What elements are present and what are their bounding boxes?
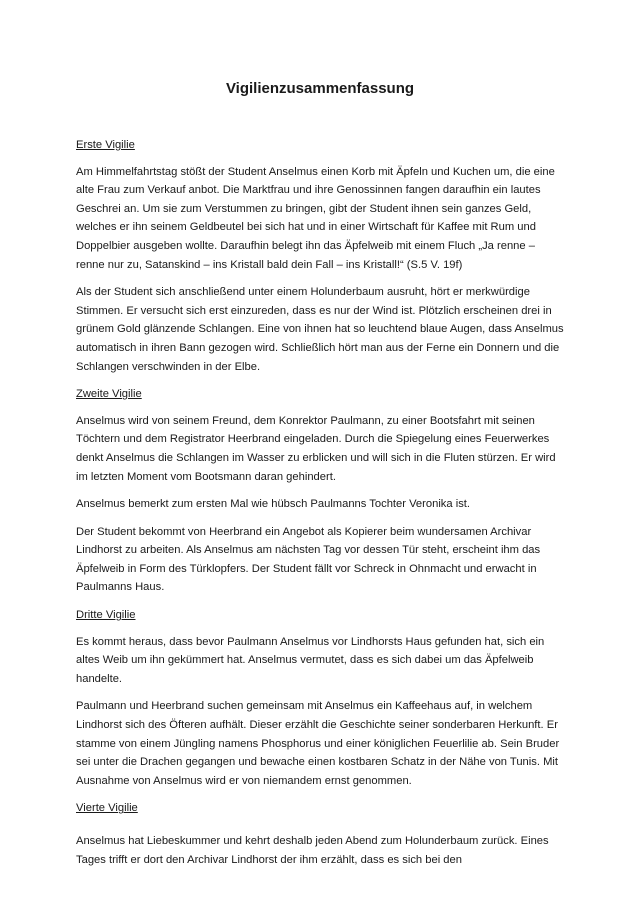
document-body xyxy=(76,136,564,878)
paragraph: Anselmus wird von seinem Freund, dem Konrektor Paulmann, zu einer Bootsfahrt mit seinen Töchtern und dem Registrator Heerbrand eingeladen. Durch die Spiegelung eines Feuerwerkes denkt Anselmus die Schlangen im Wasser zu erblicken und will sich in die Fluten stürzen. Er wird im letzten Moment vom Bootsmann daran gehindert. xyxy=(76,414,556,483)
section-erste-vigilie xyxy=(76,136,564,376)
paragraph: Am Himmelfahrtstag stößt der Student Anselmus einen Korb mit Äpfeln und Kuchen um, die eine alte Frau zum Verkauf anbot. Die Marktfrau und ihre Genossinnen fangen daraufhin ein lautes Geschrei an. Um sie zum Verstummen zu bringen, gibt der Student ihnen sein ganzes Geld, welches er ihn seinem Geldbeutel bei sich hat und in einer Wirtschaft für Kaffee mit Rum und Doppelbier ausgeben wollte. Daraufhin belegt ihn das Äpfelweib mit einem Fluch „Ja renne – renne nur zu, Satanskind – ins Kristall bald dein Fall – ins Kristall!“ (S.5 V. 19f) xyxy=(76,165,555,271)
page-title: Vigilienzusammenfassung xyxy=(225,80,415,97)
paragraph: Es kommt heraus, dass bevor Paulmann Anselmus vor Lindhorsts Haus gefunden hat, sich ein altes Weib um ihn gekümmert hat. Anselmus vermutet, dass es sich dabei um das Äpfelweib handelte. xyxy=(76,635,545,685)
section-heading: Erste Vigilie xyxy=(76,139,135,151)
paragraph: Als der Student sich anschließend unter einem Holunderbaum ausruht, hört er merkwürdige Stimmen. Er versucht sich erst einzureden, dass es nur der Wind ist. Plötzlich erscheinen drei in grünem Gold glänzende Schlangen. Eine von ihnen hat so leuchtend blaue Augen, dass Anselmus automatisch in ihren Bann gezogen wird. Schließlich hört man aus der Ferne ein Donnern und die Schlangen verschwinden in der Elbe. xyxy=(76,286,564,373)
section-heading: Dritte Vigilie xyxy=(76,609,136,622)
paragraph: Paulmann und Heerbrand suchen gemeinsam mit Anselmus ein Kaffeehaus auf, in welchem Lindhorst sich des Öfteren aufhält. Dieser erzählt die Geschichte seiner sonderbaren Herkunft. Er stamme von einem Jüngling namens Phosphorus und einer königlichen Feuerlilie ab. Sein Bruder sei unter die Drachen gegangen und bewache einen kostbaren Schatz in der Nähe von Tunis. Mit Ausnahme von Anselmus wird er von niemandem ernst genommen. xyxy=(76,700,560,787)
section-dritte-vigilie xyxy=(76,606,564,790)
paragraph: Anselmus hat Liebeskummer und kehrt deshalb jeden Abend zum Holunderbaum zurück. Eines Tages trifft er dort den Archivar Lindhorst der ihm erzählt, dass es sich bei den xyxy=(76,835,549,866)
section-zweite-vigilie xyxy=(76,385,564,597)
section-heading: Vierte Vigilie xyxy=(76,802,138,815)
paragraph: Anselmus bemerkt zum ersten Mal wie hübsch Paulmanns Tochter Veronika ist. xyxy=(76,498,471,511)
paragraph: Der Student bekommt von Heerbrand ein Angebot als Kopierer beim wundersamen Archivar Lindhorst zu arbeiten. Als Anselmus am nächsten Tag vor dessen Tür steht, erscheint ihm das Äpfelweib in Form des Türklopfers. Der Student fällt vor Schreck in Ohnmacht und erwacht in Paulmanns Haus. xyxy=(76,525,541,594)
section-vierte-vigilie xyxy=(76,799,564,869)
section-heading: Zweite Vigilie xyxy=(76,388,142,401)
